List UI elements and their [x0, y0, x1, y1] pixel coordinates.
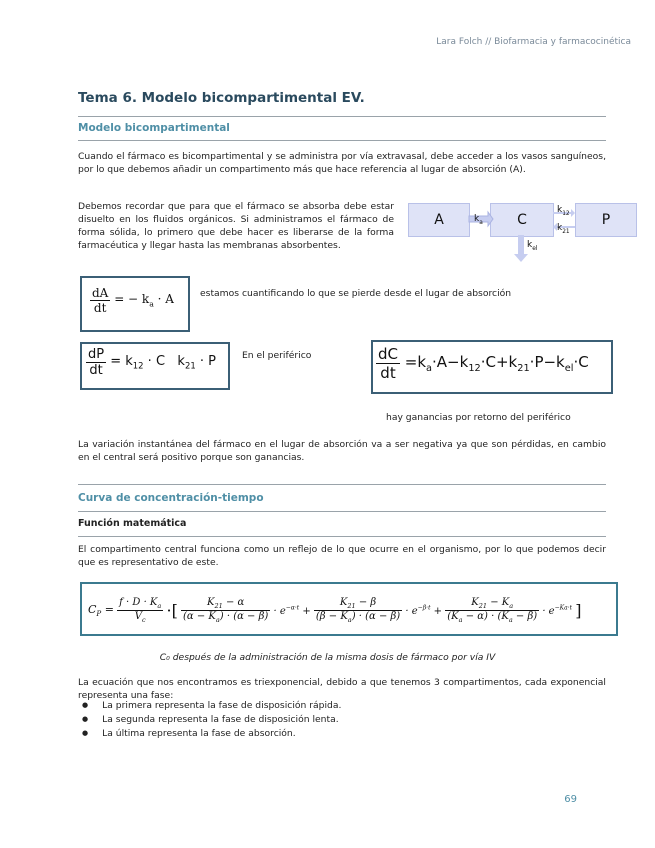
label-k21: $k_{21}$ [557, 223, 570, 235]
section-heading-curve: Curva de concentración-tiempo [78, 492, 264, 504]
phase-list [96, 699, 341, 741]
divider [78, 511, 606, 512]
list-item: ● La última representa la fase de absorción. [96, 727, 341, 741]
page-title: Tema 6. Modelo bicompartimental EV. [78, 90, 365, 106]
paragraph-variation: La variación instantánea del fármaco en el lugar de absorción va a ser negativa ya que son pérdidas, en cambio en el central será positivo porque son ganancias. [78, 439, 606, 463]
list-item: ● La primera representa la fase de disposición rápida. [96, 699, 341, 713]
compartment-p: P [575, 203, 637, 237]
divider [78, 536, 606, 537]
equation-note-peripheral: En el periférico [242, 350, 312, 361]
equation-note-absorption: estamos cuantificando lo que se pierde desde el lugar de absorción [200, 288, 512, 299]
page-number: 69 [564, 794, 577, 805]
arrow-kel-icon [514, 235, 528, 262]
equation-dp-dt: $\frac{dP}{dt}$ = $k_{12} \cdot C$ $k_{21} \cdot P$ [80, 342, 230, 390]
subsection-heading: Función matemática [78, 518, 187, 529]
list-item: ● La segunda representa la fase de disposición lenta. [96, 713, 341, 727]
page-header: Lara Folch // Biofarmacia y farmacocinética [436, 37, 631, 47]
compartment-a: A [408, 203, 470, 237]
equation-note-gain: hay ganancias por retorno del periférico [386, 412, 571, 423]
label-k12: $k_{12}$ [557, 205, 570, 217]
paragraph-triexponential: La ecuación que nos encontramos es triexponencial, debido a que tenemos 3 compartimentos, cada exponencial representa una fase: [78, 677, 606, 701]
paragraph-intro: Cuando el fármaco es bicompartimental y se administra por vía extravasal, debe acceder a los vasos sanguíneos, por lo que debemos añadir un compartimento más que hace referencia al lugar de absorción (A). [78, 151, 606, 175]
label-kel: $k_{el}$ [527, 240, 538, 252]
divider [78, 116, 606, 117]
equation-caption: C₀ después de la administración de la misma dosis de fármaco por vía IV [159, 652, 496, 663]
equation-da-dt: $\frac{dA}{dt}$ = − $k_a \cdot A$ [80, 276, 190, 332]
section-heading-model: Modelo bicompartimental [78, 122, 230, 134]
diagram-arrows [405, 198, 645, 266]
paragraph-central: El compartimento central funciona como un reflejo de lo que ocurre en el organismo, por lo que podemos decir que es representativo de este. [78, 544, 606, 568]
equation-cp: $C_P$ = $\frac{f \cdot D \cdot K_a}{V_c}$ ·[ $\frac{K_{21} - \alpha}{(\alpha - K_a) \cdot (\alpha - \beta)}$ · $e^{-\alpha\cdot t}$ + $\frac{K_{21} - \beta}{(\beta - K_a) \cdot (\alpha - \beta)}$ · $e^{-\beta\cdot t}$ + $\frac{K_{21} - K_a}{(K_a - \alpha) \cdot (K_a - \beta)}$ · $e^{-Ka\cdot t}$ ] [80, 582, 618, 636]
equation-dc-dt: $\frac{dC}{dt}$ $=k_a\cdot A-k_{12}\cdot C+k_{21}\cdot P-k_{el}\cdot C$ [371, 340, 613, 394]
compartment-c: C [490, 203, 554, 237]
divider [78, 140, 606, 141]
divider [78, 484, 606, 485]
paragraph-absorption: Debemos recordar que para que el fármaco se absorba debe estar disuelto en los fluidos orgánicos. Si administramos el fármaco de forma sólida, lo primero que debe hacer es liberarse de la forma farmacéutica y llegar hasta las membranas absorbentes. [78, 201, 394, 251]
label-ka: $k_a$ [474, 214, 483, 226]
